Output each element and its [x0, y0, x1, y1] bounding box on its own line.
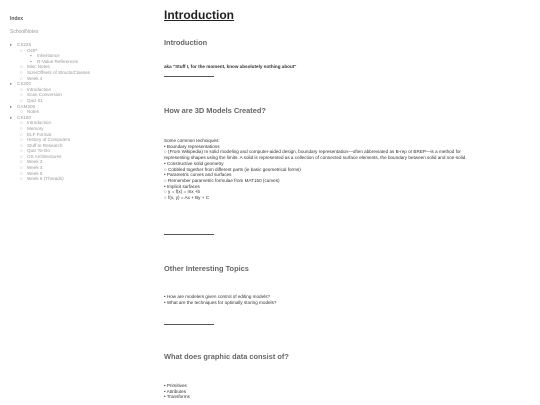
- section-3d-body: [164, 138, 534, 201]
- section-other-body: [164, 294, 534, 305]
- notes-tree: [10, 42, 150, 182]
- main-content: [164, 0, 534, 405]
- tree-item-label: Memory: [27, 125, 44, 131]
- text-line: ○ (From Wikipedia) In solid modeling and computer-aided design, boundary representation—often abbreviated as B-rep or BREP—is a method for: [164, 149, 461, 155]
- text-line: • What are the techniques for optimally storing models?: [164, 299, 277, 305]
- bullet-icon: ○: [20, 47, 23, 53]
- bullet-icon: ○: [20, 142, 23, 148]
- heading-other-topics: Other Interesting Topics: [164, 264, 249, 273]
- tree-item-label: Week 4: [27, 165, 43, 171]
- bullet-icon: ○: [20, 137, 23, 143]
- bullet-icon: ○: [20, 159, 23, 165]
- bullet-icon: ○: [20, 176, 23, 182]
- tree-item-label: Notes: [27, 109, 40, 115]
- tree-item[interactable]: [10, 176, 150, 182]
- tree-item-label: R-Value References: [37, 58, 79, 64]
- divider: [164, 76, 214, 77]
- text-line: • Parametric curves and surfaces: [164, 172, 232, 178]
- bullet-icon: ○: [20, 92, 23, 98]
- tree-item-label: Quiz To-Do: [27, 148, 50, 154]
- bullet-icon: ○: [20, 120, 23, 126]
- bullet-icon: ▪: [30, 58, 32, 64]
- text-line: • Attributes: [164, 388, 187, 394]
- tree-item-label: OS Architectures: [27, 153, 62, 159]
- tree-item-label: CS180: [17, 114, 32, 120]
- tree-item-label: History of Computers: [27, 137, 71, 143]
- tree-item-label: ELF Format: [27, 131, 52, 137]
- tree-item-label: Week 4: [27, 75, 43, 81]
- bullet-icon: ○: [20, 64, 23, 70]
- text-line: representing shapes using the limits. A solid is represented as a collection of connected surface elements, the boundary between solid and non-solid.: [164, 155, 467, 161]
- tree-item-label: CS200: [17, 81, 32, 87]
- tree-item-label: GAM200: [17, 103, 36, 109]
- tree-item-label: Introduction: [27, 86, 52, 92]
- bullet-icon: ○: [20, 131, 23, 137]
- bullet-icon: ○: [20, 86, 23, 92]
- text-line: • Implicit surfaces: [164, 183, 200, 189]
- text-line: • Transforms: [164, 394, 190, 400]
- tree-item-label: Introduction: [27, 120, 52, 126]
- text-line: • Boundary representations: [164, 143, 220, 149]
- text-line: • Primitives: [164, 383, 187, 388]
- tree-item-label: OOP: [27, 47, 38, 53]
- heading-graphic-data: What does graphic data consist of?: [164, 352, 289, 361]
- tree-item-label: Stuff to Research: [27, 142, 63, 148]
- section-graphic-body: [164, 383, 534, 400]
- tree-item-label: Week 3: [27, 159, 43, 165]
- tree-item-label: CS225: [17, 42, 32, 47]
- divider: [164, 324, 214, 325]
- tree-item-label: Misc Notes: [27, 64, 50, 70]
- bullet-icon: ▸: [10, 42, 13, 47]
- tree-item-label: Size/Offsets of Structs/Classes: [27, 69, 90, 75]
- text-line: ○ y = f(x) = mx +b: [164, 189, 201, 195]
- tree-item-label: Week 5: [27, 170, 43, 176]
- text-line: Some common techniques:: [164, 138, 220, 143]
- tree-item-label: Scan Conversion: [27, 92, 62, 98]
- text-line: ○ Cobbled together from different parts (ie basic geometrical forms): [164, 166, 301, 172]
- bullet-icon: ○: [20, 125, 23, 131]
- bullet-icon: ○: [20, 109, 23, 115]
- sidebar: [0, 0, 150, 405]
- bullet-icon: ○: [20, 170, 23, 176]
- heading-3d-models: How are 3D Models Created?: [164, 106, 266, 115]
- bullet-icon: ○: [20, 165, 23, 171]
- bullet-icon: ○: [20, 75, 23, 81]
- text-line: ○ Remember parametric formulae from MAT150 (curves): [164, 177, 280, 183]
- heading-introduction: Introduction: [164, 38, 208, 47]
- tree-item-label: Week 6 (Threads): [27, 176, 64, 182]
- page-title: Introduction: [164, 8, 234, 22]
- text-line: • Constructive solid geometry: [164, 160, 224, 166]
- aka-text: aka "Stuff I, for the moment, know absolutely nothing about": [164, 64, 297, 69]
- text-line: ○ f(x, y) = Ax + By + C: [164, 195, 210, 201]
- bullet-icon: ▪: [30, 53, 32, 59]
- bullet-icon: ▸: [10, 114, 13, 120]
- tree-item-label: Quiz 01: [27, 97, 43, 103]
- bullet-icon: ○: [20, 97, 23, 103]
- bullet-icon: ▸: [10, 103, 13, 109]
- bullet-icon: ○: [20, 153, 23, 159]
- bullet-icon: ○: [20, 69, 23, 75]
- bullet-icon: ○: [20, 148, 23, 154]
- index-title: Index: [10, 16, 24, 22]
- tree-item-label: Inheritance: [37, 53, 60, 59]
- bullet-icon: ▸: [10, 81, 13, 87]
- home-link[interactable]: SchoolNotes: [10, 29, 39, 35]
- divider: [164, 234, 214, 235]
- text-line: • How are modelers given control of editing models?: [164, 294, 271, 299]
